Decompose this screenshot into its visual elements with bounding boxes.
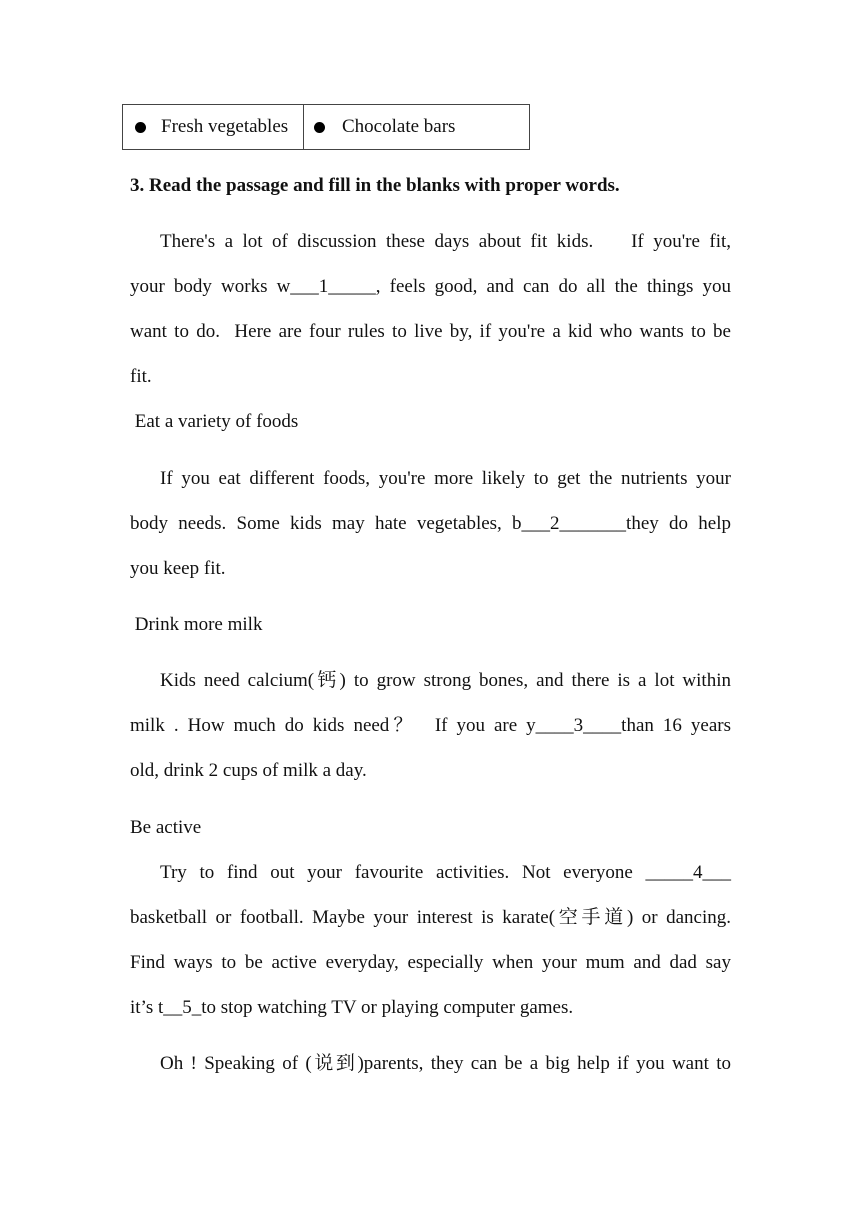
paragraph-line: old, drink 2 cups of milk a day.	[130, 760, 367, 781]
table-cell-fresh-vegetables	[123, 105, 304, 149]
paragraph-line: milk . How much do kids need？ If you are y____3____than 16 years	[130, 715, 731, 736]
food-table	[122, 104, 530, 150]
paragraph-line: Try to find out your favourite activities. Not everyone _____4___	[160, 862, 731, 883]
paragraph-line: your body works w___1_____, feels good, and can do all the things you	[130, 276, 731, 297]
paragraph-line: Oh ! Speaking of (说到)parents, they can be a big help if you want to	[160, 1053, 731, 1074]
paragraph-line: it’s t__5_to stop watching TV or playing computer games.	[130, 997, 574, 1018]
paragraph-line: Kids need calcium(钙) to grow strong bones, and there is a lot within	[160, 670, 731, 691]
paragraph-line: If you eat different foods, you're more likely to get the nutrients your	[160, 468, 731, 489]
rule-heading: Eat a variety of foods	[130, 411, 299, 432]
table-item-label: Chocolate bars	[342, 116, 456, 137]
paragraph-line: Find ways to be active everyday, especially when your mum and dad say	[130, 952, 731, 973]
bullet-icon	[135, 122, 146, 133]
section-title: 3. Read the passage and fill in the blanks with proper words.	[130, 175, 620, 196]
paragraph-line: you keep fit.	[130, 558, 226, 579]
rule-heading: Drink more milk	[130, 614, 263, 635]
table-item-label: Fresh vegetables	[161, 116, 289, 137]
paragraph-line: There's a lot of discussion these days about fit kids. If you're fit,	[160, 231, 731, 252]
paragraph-line: fit.	[130, 366, 152, 387]
bullet-icon	[314, 122, 325, 133]
rule-heading: Be active	[130, 817, 202, 838]
paragraph-line: body needs. Some kids may hate vegetables, b___2_______they do help	[130, 513, 731, 534]
paragraph-line: want to do. Here are four rules to live by, if you're a kid who wants to be	[130, 321, 731, 342]
table-cell-chocolate-bars	[304, 105, 529, 149]
paragraph-line: basketball or football. Maybe your interest is karate(空手道) or dancing.	[130, 907, 731, 928]
